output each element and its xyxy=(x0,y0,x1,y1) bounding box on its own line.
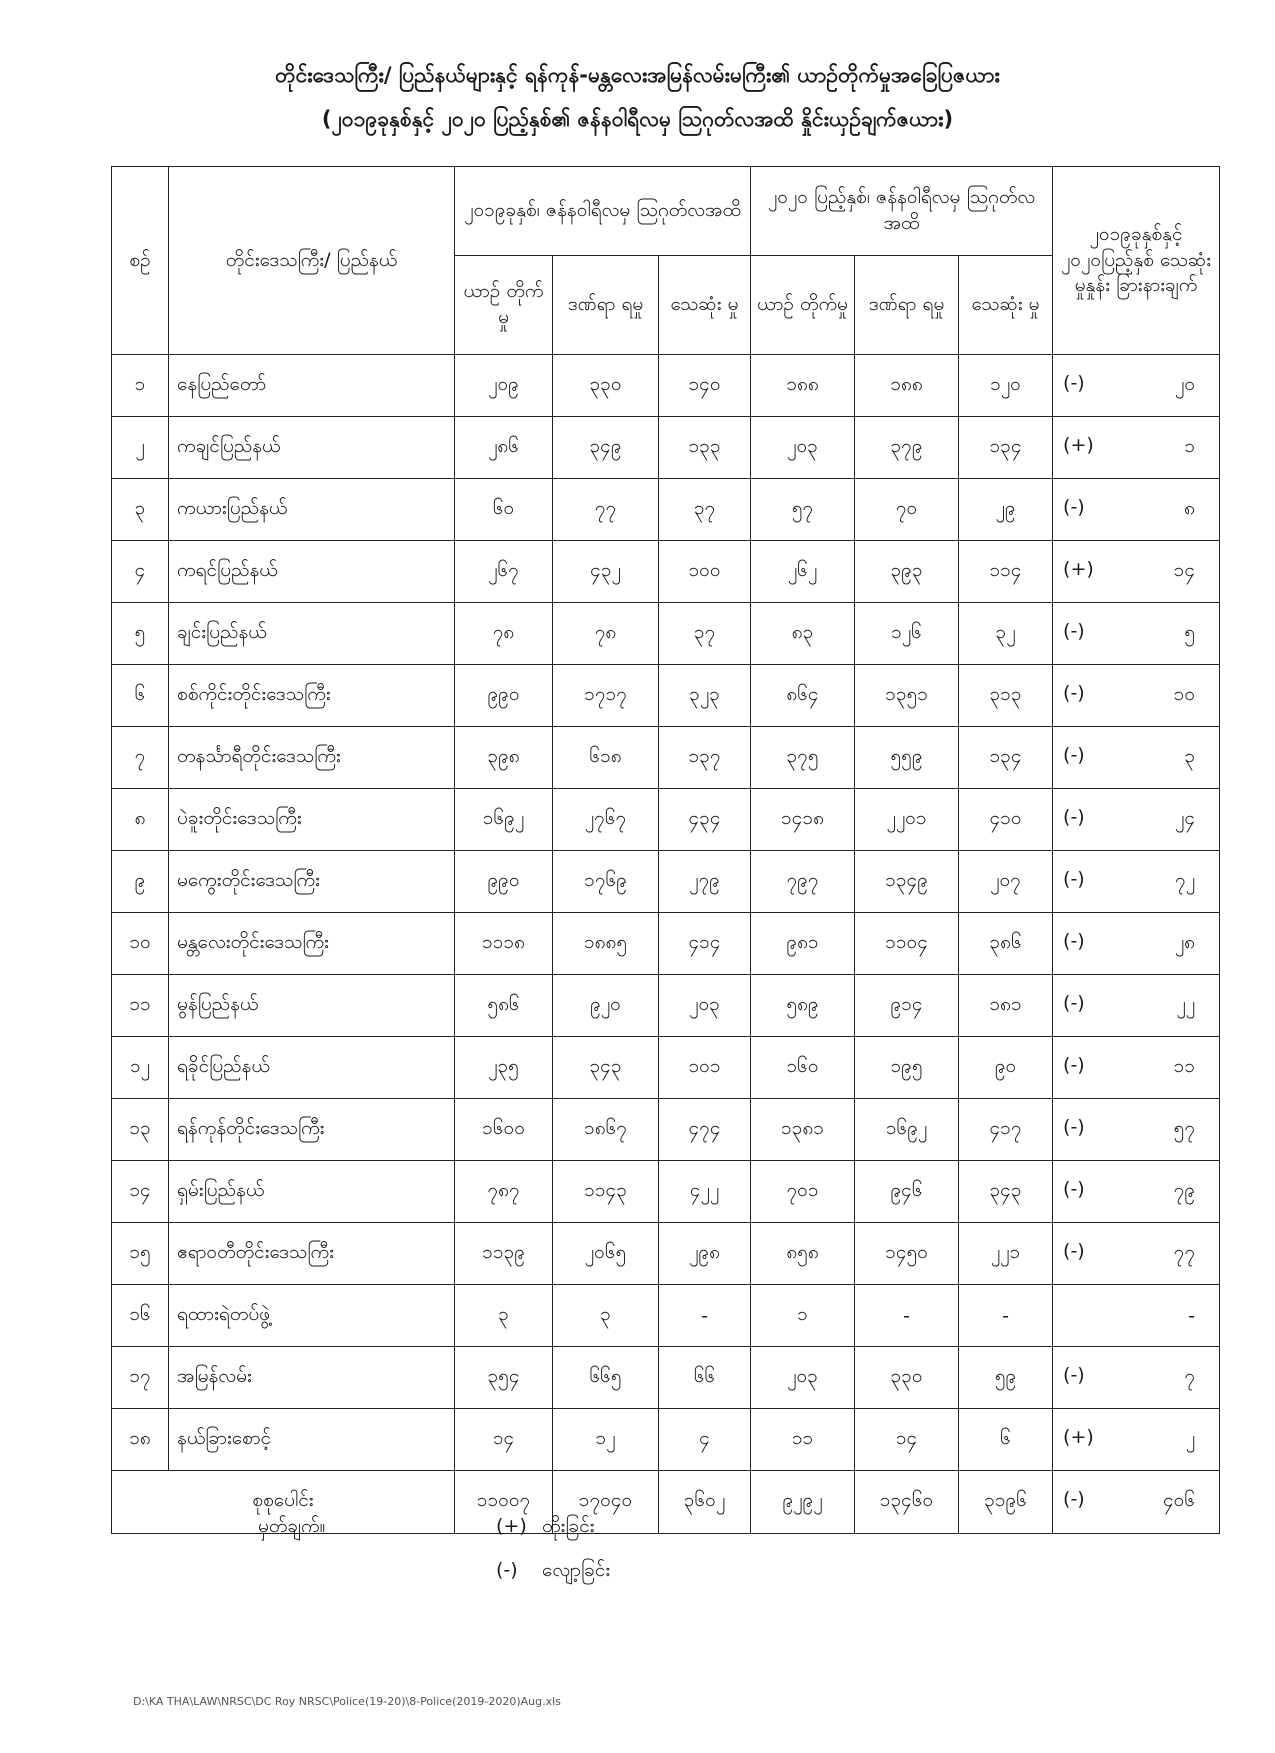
legend-plus-text: တိုးခြင်း xyxy=(542,1515,595,1537)
row-difference-value: ၁၀ xyxy=(1173,682,1196,705)
row-difference-value: ၂၈ xyxy=(1174,930,1196,953)
row-deaths-2020: ၄၁၀ xyxy=(959,789,1053,851)
total-difference-sign: (-) xyxy=(1063,1488,1085,1510)
row-injured-2019: ၁၇၆၉ xyxy=(553,851,659,913)
row-accidents-2019: ၁၆၉၂ xyxy=(455,789,553,851)
row-region-name: စစ်ကိုင်းတိုင်းဒေသကြီး xyxy=(169,665,455,727)
table-row xyxy=(112,1037,1220,1099)
row-region-name: အမြန်လမ်း xyxy=(169,1347,455,1409)
row-deaths-2019: ၃၇ xyxy=(659,479,751,541)
row-no: ၁၂ xyxy=(112,1037,169,1099)
row-accidents-2020: ၁၁ xyxy=(751,1409,855,1471)
row-deaths-2020: ၃၈၆ xyxy=(959,913,1053,975)
row-difference xyxy=(1053,355,1220,417)
table-row xyxy=(112,789,1220,851)
row-no: ၁၅ xyxy=(112,1223,169,1285)
table-row xyxy=(112,603,1220,665)
table-row xyxy=(112,541,1220,603)
row-injured-2020: ၁၄၅၀ xyxy=(855,1223,959,1285)
row-difference-sign: (+) xyxy=(1063,1425,1094,1448)
row-difference-sign: (+) xyxy=(1063,433,1094,456)
row-deaths-2019: ၁၀၀ xyxy=(659,541,751,603)
row-no: ၁၀ xyxy=(112,913,169,975)
row-difference xyxy=(1053,1161,1220,1223)
row-difference xyxy=(1053,975,1220,1037)
header-period-2019: ၂၀၁၉ခုနှစ်၊ ဇန်နဝါရီလမှ ဩဂုတ်လအထိ xyxy=(455,167,751,256)
row-injured-2020: ၁၂၆ xyxy=(855,603,959,665)
row-accidents-2019: ၃၉၈ xyxy=(455,727,553,789)
row-injured-2020: ၂၂၀၁ xyxy=(855,789,959,851)
row-no: ၄ xyxy=(112,541,169,603)
row-region-name: ပဲခူးတိုင်းဒေသကြီး xyxy=(169,789,455,851)
row-accidents-2020: ၁၈၈ xyxy=(751,355,855,417)
row-deaths-2020: ၃၂ xyxy=(959,603,1053,665)
row-difference xyxy=(1053,1409,1220,1471)
row-injured-2019: ၁၈၈၅ xyxy=(553,913,659,975)
table-row xyxy=(112,417,1220,479)
total-deaths-2020: ၃၁၉၆ xyxy=(959,1471,1053,1534)
row-deaths-2019: ၄၂၂ xyxy=(659,1161,751,1223)
row-accidents-2019: ၁၁၃၉ xyxy=(455,1223,553,1285)
row-difference-sign: (-) xyxy=(1063,1239,1085,1262)
row-difference-value: ၇၉ xyxy=(1173,1178,1196,1201)
row-difference-value: ၇၇ xyxy=(1173,1240,1196,1263)
row-accidents-2020: ၅၇ xyxy=(751,479,855,541)
table-row xyxy=(112,1161,1220,1223)
row-difference xyxy=(1053,603,1220,665)
row-injured-2019: ၄၃၂ xyxy=(553,541,659,603)
row-difference xyxy=(1053,1099,1220,1161)
row-region-name: မွန်ပြည်နယ် xyxy=(169,975,455,1037)
row-difference xyxy=(1053,1037,1220,1099)
row-accidents-2020: ၁၃၈၁ xyxy=(751,1099,855,1161)
row-deaths-2020: ၁၃၄ xyxy=(959,417,1053,479)
row-region-name: မကွေးတိုင်းဒေသကြီး xyxy=(169,851,455,913)
row-difference xyxy=(1053,665,1220,727)
row-region-name: တနင်္သာရီတိုင်းဒေသကြီး xyxy=(169,727,455,789)
row-accidents-2019: ၁၄ xyxy=(455,1409,553,1471)
row-difference xyxy=(1053,1285,1220,1347)
row-difference-sign: (-) xyxy=(1063,1053,1085,1076)
header-deaths-2019: သေဆုံး မှု xyxy=(659,256,751,355)
legend-minus xyxy=(496,1558,610,1586)
row-difference xyxy=(1053,851,1220,913)
row-accidents-2019: ၅၈၆ xyxy=(455,975,553,1037)
table-row xyxy=(112,1347,1220,1409)
row-accidents-2020: ၁၆၀ xyxy=(751,1037,855,1099)
row-difference-sign: (-) xyxy=(1063,991,1085,1014)
row-no: ၂ xyxy=(112,417,169,479)
row-injured-2019: ၁၇၁၇ xyxy=(553,665,659,727)
legend-plus xyxy=(496,1514,595,1542)
row-difference-value: ၂၄ xyxy=(1175,806,1196,829)
row-deaths-2020: ၆ xyxy=(959,1409,1053,1471)
row-difference xyxy=(1053,417,1220,479)
header-no: စဉ် xyxy=(112,167,169,355)
row-difference-value: ၇၂ xyxy=(1175,868,1196,891)
row-injured-2020: ၁၄ xyxy=(855,1409,959,1471)
row-injured-2019: ၂၀၆၅ xyxy=(553,1223,659,1285)
row-no: ၁၁ xyxy=(112,975,169,1037)
document-title: တိုင်းဒေသကြီး/ ပြည်နယ်များနှင့် ရန်ကုန်-မန္တလေးအမြန်လမ်းမကြီး၏ ယာဉ်တိုက်မှုအခြေပြဇယား xyxy=(275,63,1000,87)
accident-comparison-table xyxy=(111,166,1220,1534)
row-injured-2019: ၃၄၃ xyxy=(553,1037,659,1099)
row-deaths-2020: ၁၂၀ xyxy=(959,355,1053,417)
row-difference-sign: (-) xyxy=(1063,743,1085,766)
row-injured-2019: ၁၂ xyxy=(553,1409,659,1471)
table-row xyxy=(112,1285,1220,1347)
table-row xyxy=(112,975,1220,1037)
row-injured-2019: ၁၁၄၃ xyxy=(553,1161,659,1223)
row-injured-2019: ၂၇၆၇ xyxy=(553,789,659,851)
row-injured-2019: ၃၃၀ xyxy=(553,355,659,417)
row-accidents-2020: ၈၃ xyxy=(751,603,855,665)
row-difference-sign: (-) xyxy=(1063,1115,1085,1138)
row-region-name: ကယားပြည်နယ် xyxy=(169,479,455,541)
row-difference-value: ၁၄ xyxy=(1173,558,1196,581)
row-injured-2020: ၁၈၈ xyxy=(855,355,959,417)
row-injured-2019: ၉၂၀ xyxy=(553,975,659,1037)
row-injured-2020: ၁၆၉၂ xyxy=(855,1099,959,1161)
header-accidents-2019: ယာဉ် တိုက်မှု xyxy=(455,256,553,355)
row-injured-2020: ၁၁၀၄ xyxy=(855,913,959,975)
row-deaths-2019: ၃၇ xyxy=(659,603,751,665)
row-no: ၁၆ xyxy=(112,1285,169,1347)
row-injured-2020: ၁၃၅၁ xyxy=(855,665,959,727)
row-accidents-2019: ၇၈၇ xyxy=(455,1161,553,1223)
row-deaths-2019: - xyxy=(659,1285,751,1347)
row-injured-2019: ၁၈၆၇ xyxy=(553,1099,659,1161)
row-difference-value: ၁ xyxy=(1184,434,1196,457)
row-accidents-2019: ၂၆၇ xyxy=(455,541,553,603)
row-accidents-2019: ၆၀ xyxy=(455,479,553,541)
row-deaths-2019: ၃၂၃ xyxy=(659,665,751,727)
row-injured-2020: ၁၉၅ xyxy=(855,1037,959,1099)
table-row xyxy=(112,355,1220,417)
row-region-name: ရှမ်းပြည်နယ် xyxy=(169,1161,455,1223)
row-difference-value: - xyxy=(1188,1304,1196,1327)
row-difference-sign: (-) xyxy=(1063,619,1085,642)
row-difference-sign: (-) xyxy=(1063,371,1085,394)
row-accidents-2020: ၃၇၅ xyxy=(751,727,855,789)
row-deaths-2019: ၄၇၄ xyxy=(659,1099,751,1161)
row-deaths-2020: ၂၉ xyxy=(959,479,1053,541)
row-difference xyxy=(1053,1347,1220,1409)
row-region-name: ရခိုင်ပြည်နယ် xyxy=(169,1037,455,1099)
table-row xyxy=(112,727,1220,789)
row-injured-2020: - xyxy=(855,1285,959,1347)
row-deaths-2019: ၂၇၉ xyxy=(659,851,751,913)
row-injured-2020: ၃၉၃ xyxy=(855,541,959,603)
row-difference-value: ၅၇ xyxy=(1173,1116,1196,1139)
row-deaths-2020: ၄၁၇ xyxy=(959,1099,1053,1161)
row-injured-2019: ၆၁၈ xyxy=(553,727,659,789)
row-accidents-2019: ၁၁၁၈ xyxy=(455,913,553,975)
legend-plus-symbol: (+) xyxy=(496,1515,527,1537)
header-injured-2020: ဒဏ်ရာ ရမှု xyxy=(855,256,959,355)
row-difference xyxy=(1053,541,1220,603)
row-accidents-2019: ၂၀၉ xyxy=(455,355,553,417)
row-difference-value: ၂၂ xyxy=(1176,992,1196,1015)
table-row xyxy=(112,1409,1220,1471)
row-difference-sign: (+) xyxy=(1063,557,1094,580)
header-difference: ၂၀၁၉ခုနှစ်နှင့် ၂၀၂၀ပြည့်နှစ် သေဆုံးမှုနှုန်း ခြားနားချက် xyxy=(1053,167,1220,355)
row-accidents-2019: ၃၅၄ xyxy=(455,1347,553,1409)
row-accidents-2020: ၂၀၃ xyxy=(751,1347,855,1409)
table-row xyxy=(112,1223,1220,1285)
row-difference-sign: (-) xyxy=(1063,867,1085,890)
row-accidents-2019: ၃ xyxy=(455,1285,553,1347)
row-deaths-2020: ၂၀၇ xyxy=(959,851,1053,913)
row-difference-sign: (-) xyxy=(1063,495,1085,518)
row-difference-value: ၈ xyxy=(1184,496,1196,519)
row-region-name: နယ်ခြားစောင့် xyxy=(169,1409,455,1471)
row-injured-2019: ၇၇ xyxy=(553,479,659,541)
row-difference-sign: (-) xyxy=(1063,681,1085,704)
row-difference xyxy=(1053,479,1220,541)
table-row xyxy=(112,1099,1220,1161)
row-difference-sign: (-) xyxy=(1063,929,1085,952)
table-row xyxy=(112,479,1220,541)
row-injured-2019: ၃၄၉ xyxy=(553,417,659,479)
row-deaths-2019: ၆၆ xyxy=(659,1347,751,1409)
row-region-name: ရန်ကုန်တိုင်းဒေသကြီး xyxy=(169,1099,455,1161)
row-difference-value: ၅ xyxy=(1184,620,1196,643)
row-accidents-2019: ၉၉၀ xyxy=(455,665,553,727)
row-accidents-2020: ၁ xyxy=(751,1285,855,1347)
row-injured-2020: ၃၇၉ xyxy=(855,417,959,479)
row-difference xyxy=(1053,789,1220,851)
row-difference-sign: (-) xyxy=(1063,805,1085,828)
row-region-name: မန္တလေးတိုင်းဒေသကြီး xyxy=(169,913,455,975)
row-region-name: ဧရာဝတီတိုင်းဒေသကြီး xyxy=(169,1223,455,1285)
row-difference-sign: (-) xyxy=(1063,1363,1085,1386)
row-accidents-2019: ၁၆၀၀ xyxy=(455,1099,553,1161)
row-injured-2020: ၉၄၆ xyxy=(855,1161,959,1223)
row-difference-value: ၂၀ xyxy=(1175,372,1196,395)
row-accidents-2020: ၇၉၇ xyxy=(751,851,855,913)
row-accidents-2020: ၂၆၂ xyxy=(751,541,855,603)
row-accidents-2019: ၉၉၀ xyxy=(455,851,553,913)
row-injured-2019: ၆၆၅ xyxy=(553,1347,659,1409)
row-no: ၁၈ xyxy=(112,1409,169,1471)
row-deaths-2019: ၁၃၇ xyxy=(659,727,751,789)
row-no: ၁၇ xyxy=(112,1347,169,1409)
row-accidents-2020: ၈၆၄ xyxy=(751,665,855,727)
total-difference xyxy=(1053,1471,1220,1534)
row-injured-2020: ၁၃၄၉ xyxy=(855,851,959,913)
total-accidents-2020: ၉၂၉၂ xyxy=(751,1471,855,1534)
total-label: စုစုပေါင်း xyxy=(112,1471,455,1534)
legend-minus-text: လျော့ခြင်း xyxy=(542,1559,611,1581)
row-region-name: ရထားရဲတပ်ဖွဲ့ xyxy=(169,1285,455,1347)
row-deaths-2020: ၂၂၁ xyxy=(959,1223,1053,1285)
row-injured-2020: ၉၁၄ xyxy=(855,975,959,1037)
header-deaths-2020: သေဆုံး မှု xyxy=(959,256,1053,355)
row-injured-2020: ၇၀ xyxy=(855,479,959,541)
row-deaths-2020: ၃၁၃ xyxy=(959,665,1053,727)
row-deaths-2019: ၁၄၀ xyxy=(659,355,751,417)
row-region-name: ချင်းပြည်နယ် xyxy=(169,603,455,665)
row-deaths-2020: ၃၄၃ xyxy=(959,1161,1053,1223)
row-difference-value: ၂ xyxy=(1185,1426,1196,1449)
row-accidents-2020: ၅၈၉ xyxy=(751,975,855,1037)
row-deaths-2019: ၄ xyxy=(659,1409,751,1471)
table-body xyxy=(112,355,1220,1471)
table-row xyxy=(112,913,1220,975)
table-row xyxy=(112,665,1220,727)
row-deaths-2020: ၁၁၄ xyxy=(959,541,1053,603)
row-accidents-2020: ၉၈၁ xyxy=(751,913,855,975)
row-accidents-2019: ၂၈၆ xyxy=(455,417,553,479)
row-no: ၁ xyxy=(112,355,169,417)
row-accidents-2020: ၇၀၁ xyxy=(751,1161,855,1223)
row-no: ၅ xyxy=(112,603,169,665)
document-subtitle: (၂၀၁၉ခုနှစ်နှင့် ၂၀၂၀ ပြည့်နှစ်၏ ဇန်နဝါရီလမှ ဩဂုတ်လအထိ နှိုင်းယှဉ်ချက်ဇယား) xyxy=(321,107,954,131)
row-deaths-2019: ၂၉၈ xyxy=(659,1223,751,1285)
total-injured-2020: ၁၃၄၆၀ xyxy=(855,1471,959,1534)
row-deaths-2019: ၁၃၃ xyxy=(659,417,751,479)
row-no: ၇ xyxy=(112,727,169,789)
total-difference-value: ၄၀၆ xyxy=(1162,1489,1196,1511)
row-region-name: ကချင်ပြည်နယ် xyxy=(169,417,455,479)
row-deaths-2020: ၉၀ xyxy=(959,1037,1053,1099)
header-period-2020: ၂၀၂၀ ပြည့်နှစ်၊ ဇန်နဝါရီလမှ ဩဂုတ်လအထိ xyxy=(751,167,1053,256)
header-injured-2019: ဒဏ်ရာ ရမှု xyxy=(553,256,659,355)
row-difference-value: ၇ xyxy=(1184,1364,1196,1387)
row-no: ၃ xyxy=(112,479,169,541)
row-deaths-2019: ၁၀၁ xyxy=(659,1037,751,1099)
row-injured-2019: ၃ xyxy=(553,1285,659,1347)
table-row xyxy=(112,851,1220,913)
row-deaths-2019: ၄၃၄ xyxy=(659,789,751,851)
row-no: ၉ xyxy=(112,851,169,913)
row-no: ၈ xyxy=(112,789,169,851)
row-accidents-2019: ၂၃၅ xyxy=(455,1037,553,1099)
row-deaths-2019: ၂၀၃ xyxy=(659,975,751,1037)
row-accidents-2020: ၁၄၁၈ xyxy=(751,789,855,851)
total-injured-2019: ၁၇၀၄၀ xyxy=(553,1471,659,1534)
legend-label: မှတ်ချက်။ xyxy=(258,1515,326,1537)
header-region: တိုင်းဒေသကြီး/ ပြည်နယ် xyxy=(169,167,455,355)
row-difference xyxy=(1053,727,1220,789)
row-no: ၆ xyxy=(112,665,169,727)
total-deaths-2019: ၃၆၀၂ xyxy=(659,1471,751,1534)
row-region-name: ကရင်ပြည်နယ် xyxy=(169,541,455,603)
total-accidents-2019: ၁၁၀၀၇ xyxy=(455,1471,553,1534)
row-injured-2020: ၅၅၉ xyxy=(855,727,959,789)
row-injured-2020: ၃၃၀ xyxy=(855,1347,959,1409)
row-deaths-2020: ၁၈၁ xyxy=(959,975,1053,1037)
row-deaths-2019: ၄၁၄ xyxy=(659,913,751,975)
row-deaths-2020: ၁၃၄ xyxy=(959,727,1053,789)
legend-minus-symbol: (-) xyxy=(496,1559,518,1581)
row-accidents-2020: ၈၅၈ xyxy=(751,1223,855,1285)
row-region-name: နေပြည်တော် xyxy=(169,355,455,417)
row-deaths-2020: - xyxy=(959,1285,1053,1347)
row-injured-2019: ၇၈ xyxy=(553,603,659,665)
row-deaths-2020: ၅၉ xyxy=(959,1347,1053,1409)
row-difference-value: ၃ xyxy=(1184,744,1196,767)
row-no: ၁၄ xyxy=(112,1161,169,1223)
row-difference-value: ၁၁ xyxy=(1173,1054,1196,1077)
row-accidents-2020: ၂၀၃ xyxy=(751,417,855,479)
header-accidents-2020: ယာဉ် တိုက်မှု xyxy=(751,256,855,355)
row-no: ၁၃ xyxy=(112,1099,169,1161)
row-difference-sign: (-) xyxy=(1063,1177,1085,1200)
row-accidents-2019: ၇၈ xyxy=(455,603,553,665)
file-path-footer: D:\KA THA\LAW\NRSC\DC Roy NRSC\Police(19-20)\8-Police(2019-2020)Aug.xls xyxy=(133,1695,561,1708)
row-difference xyxy=(1053,913,1220,975)
row-difference xyxy=(1053,1223,1220,1285)
